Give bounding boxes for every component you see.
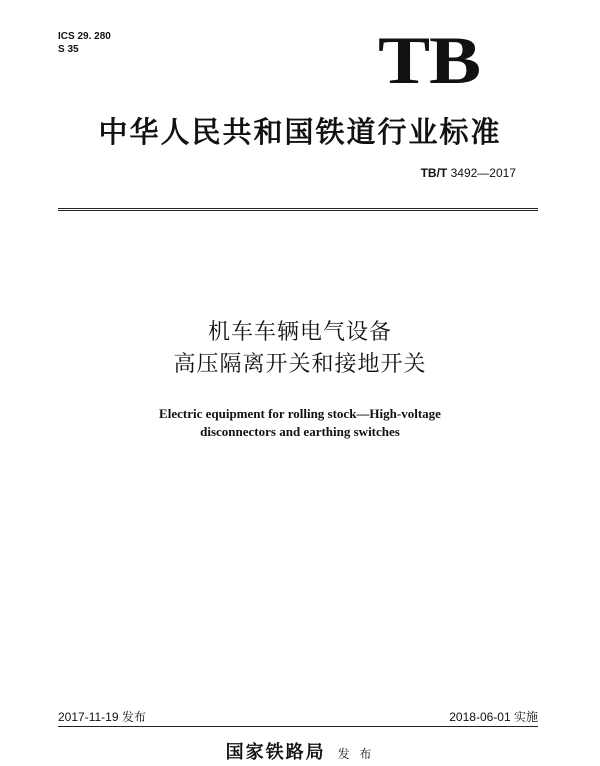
- standard-code: [421, 166, 516, 180]
- implementation-date-suffix: 实施: [513, 710, 538, 724]
- standard-code-prefix: TB/T: [420, 166, 448, 180]
- issue-date-value: 2017-11-19: [58, 710, 119, 724]
- ccs-code: S 35: [58, 44, 79, 55]
- ics-code: ICS 29. 280: [58, 31, 111, 42]
- implementation-date: [449, 708, 538, 725]
- publisher-name: 国家铁路局: [225, 742, 326, 763]
- tb-logo: TB: [378, 22, 481, 98]
- top-divider: [58, 208, 538, 211]
- chinese-title-line2: 高压隔离开关和接地开关: [173, 352, 427, 377]
- english-title-line1: Electric equipment for rolling stock—High-voltage: [159, 406, 441, 421]
- org-title: 中华人民共和国铁道行业标准: [98, 115, 502, 149]
- english-title-line2: disconnectors and earthing switches: [200, 424, 400, 439]
- publisher-verb: 发 布: [337, 747, 375, 761]
- chinese-title: [60, 317, 540, 381]
- standard-code-number: 3492—2017: [447, 166, 516, 180]
- bottom-divider: [58, 726, 538, 727]
- english-title: [60, 405, 540, 441]
- implementation-date-value: 2018-06-01: [449, 710, 511, 724]
- chinese-title-line1: 机车车辆电气设备: [207, 320, 392, 345]
- classification-codes: [58, 30, 111, 56]
- issue-date: [58, 708, 146, 725]
- issue-date-suffix: 发布: [121, 710, 146, 724]
- publisher: [60, 738, 540, 764]
